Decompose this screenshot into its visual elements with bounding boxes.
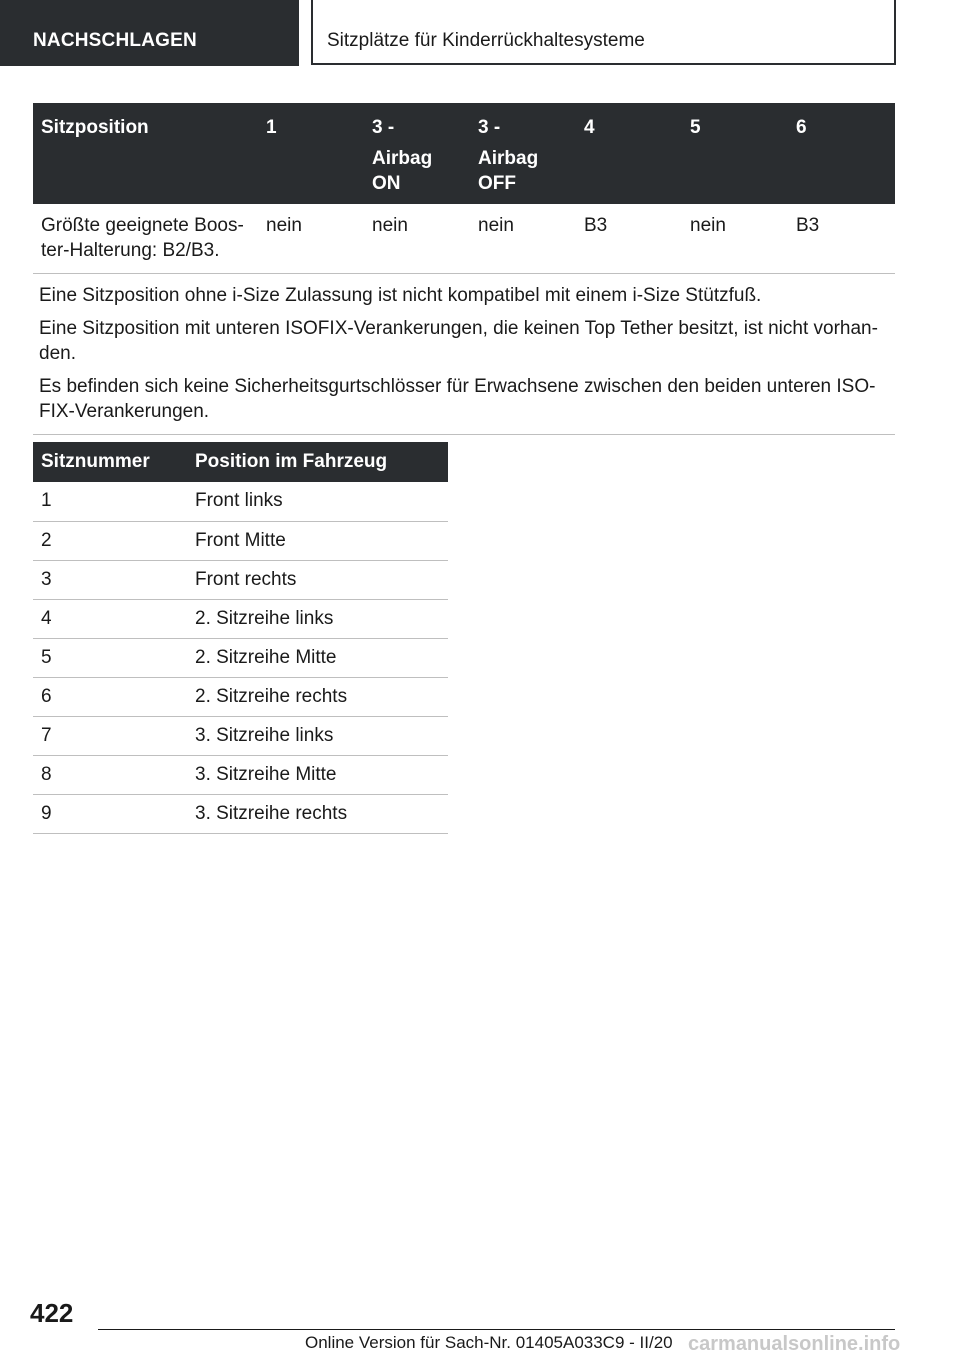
header-cell: 1 xyxy=(258,103,364,204)
table-cell: B3 xyxy=(788,204,895,274)
table-cell: Front links xyxy=(187,482,448,521)
table-cell: nein xyxy=(682,204,788,274)
table-row xyxy=(33,677,448,716)
table-row xyxy=(33,716,448,755)
table-cell: 3 xyxy=(33,560,187,599)
table-row xyxy=(33,794,448,833)
table-cell: 2. Sitzreihe rechts xyxy=(187,677,448,716)
page-number: 422 xyxy=(30,1298,74,1328)
footer-text: Online Version für Sach-Nr. 01405A033C9 - II/20 xyxy=(305,1333,673,1352)
table-cell: 6 xyxy=(33,677,187,716)
table-cell: Größte geeignete Booster-Halterung: B2/B3. xyxy=(33,204,258,274)
table-row xyxy=(33,755,448,794)
table-cell: nein xyxy=(258,204,364,274)
table-row xyxy=(33,482,448,521)
table-cell: 8 xyxy=(33,755,187,794)
table-cell: 3. Sitzreihe rechts xyxy=(187,794,448,833)
note-text: Eine Sitzposition ohne i-Size Zulassung ist nicht kompatibel mit einem i-Size Stützfuß. xyxy=(39,285,762,306)
table-cell: 2. Sitzreihe Mitte xyxy=(187,638,448,677)
header-cell: 5 xyxy=(682,103,788,204)
section-title: NACHSCHLAGEN xyxy=(0,0,299,66)
watermark: carmanualsonline.info xyxy=(688,1333,901,1355)
table-cell: 9 xyxy=(33,794,187,833)
header-cell: Sitzposition xyxy=(33,103,258,204)
header-cell: 3 - Airbag OFF xyxy=(470,103,576,204)
header-cell: Position im Fahrzeug xyxy=(187,442,448,482)
table-cell: 3. Sitzreihe links xyxy=(187,716,448,755)
table-row xyxy=(33,204,895,274)
table-cell: 3. Sitzreihe Mitte xyxy=(187,755,448,794)
table-row xyxy=(33,599,448,638)
table-cell: 1 xyxy=(33,482,187,521)
header-cell: 3 - Airbag ON xyxy=(364,103,470,204)
table-cell: 7 xyxy=(33,716,187,755)
notes-cell xyxy=(33,274,895,435)
table-header-row xyxy=(33,442,448,482)
table-cell: Front rechts xyxy=(187,560,448,599)
seat-number-table xyxy=(33,442,448,834)
header-cell: Sitznummer xyxy=(33,442,187,482)
table-cell: 2 xyxy=(33,521,187,560)
note-text: Eine Sitzposition mit unteren ISOFIX-Verankerungen, die keinen Top Tether besitzt, ist nicht vorhanden. xyxy=(39,318,878,364)
table-header-row xyxy=(33,103,895,204)
note-text: Es befinden sich keine Sicherheitsgurtschlösser für Erwachsene zwischen den beiden unteren ISOFIX-Verankerungen. xyxy=(39,376,876,422)
table-cell: 5 xyxy=(33,638,187,677)
header-cell: 6 xyxy=(788,103,895,204)
header-cell: 4 xyxy=(576,103,682,204)
table-cell: nein xyxy=(470,204,576,274)
table-row xyxy=(33,560,448,599)
table-row xyxy=(33,521,448,560)
table-cell: Front Mitte xyxy=(187,521,448,560)
chapter-title: Sitzplätze für Kinderrückhaltesysteme xyxy=(311,0,896,65)
table-row xyxy=(33,638,448,677)
table-cell: nein xyxy=(364,204,470,274)
seat-position-table xyxy=(33,103,895,435)
table-cell: B3 xyxy=(576,204,682,274)
table-cell: 2. Sitzreihe links xyxy=(187,599,448,638)
table-cell: 4 xyxy=(33,599,187,638)
notes-row xyxy=(33,274,895,435)
footer-divider xyxy=(98,1329,895,1330)
